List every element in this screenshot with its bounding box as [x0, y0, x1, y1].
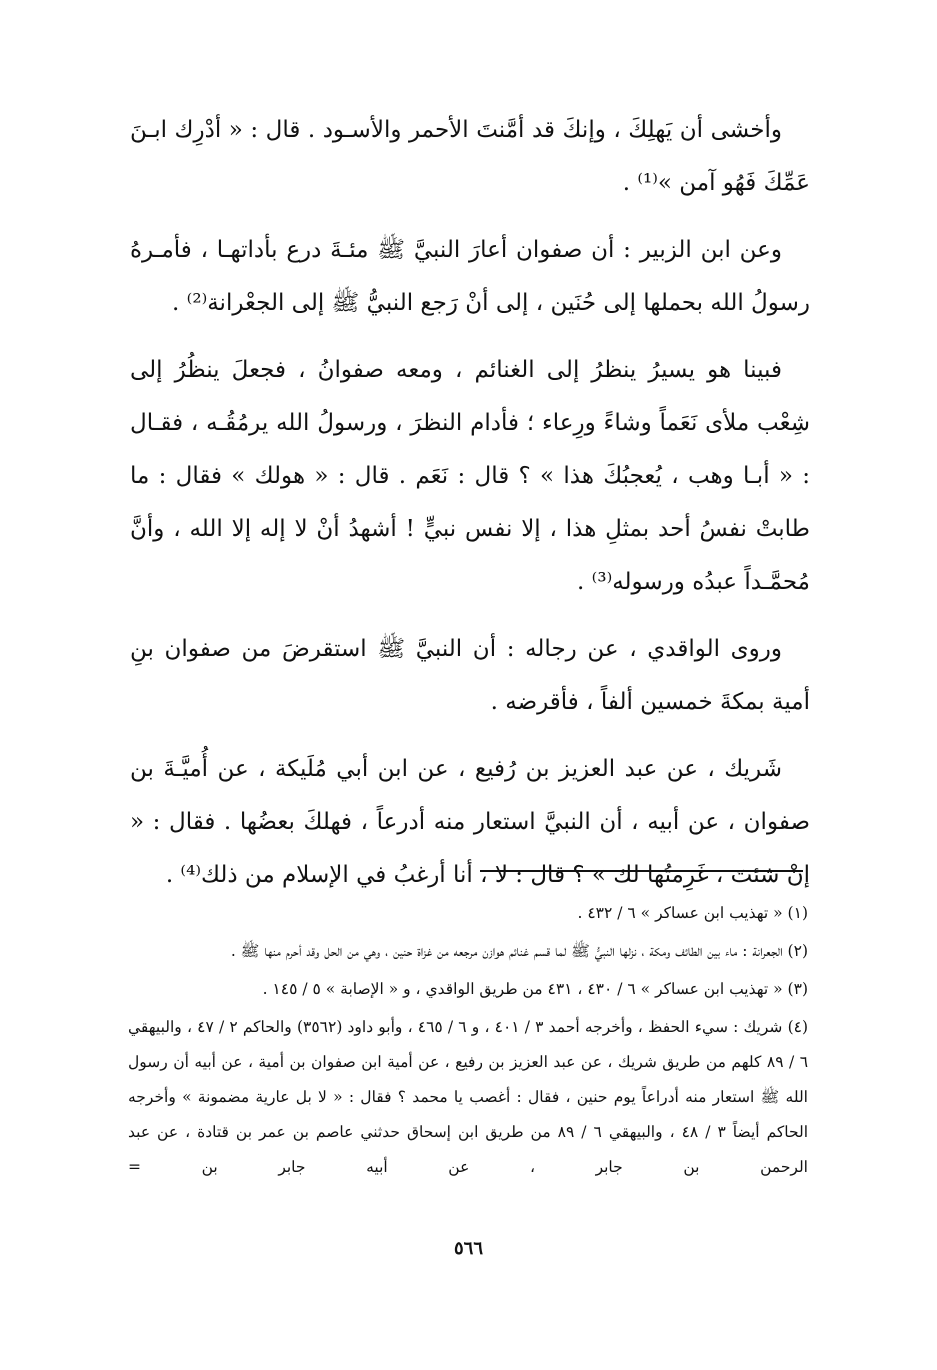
- paragraph-4: وروى الواقدي ، عن رجاله : أن النبيَّ ﷺ استقرضَ من صفوان بنِ أمية بمكةَ خمسين ألفاً ، فأقرضه .: [130, 636, 810, 715]
- paragraph-2: وعن ابن الزبير : أن صفوان أعارَ النبيَّ ﷺ مئـةَ درع بأداتهـا ، فأمـرهُ رسولُ الله بحملها إلى حُنَين ، إلى أنْ رَجع النبيُّ ﷺ إلى الجعْرانة⁽²⁾ .: [130, 237, 810, 316]
- paragraph-5: شَريك ، عن عبد العزيز بن رُفيع ، عن ابن أبي مُلَيكة ، عن أُميَّـةَ بن صفوان ، عن أبيه ، أن النبيَّ استعار منه أدرعاً ، فهلكَ بعضُها . فقال : « إنْ شئتَ ، غَرِمتُها لك » ؟ قال : لا ، أنا أرغبُ في الإسلام من ذلك⁽⁴⁾ .: [130, 756, 810, 888]
- footnote-1: (١) « تهذيب ابن عساكر » ٦ / ٤٣٢ .: [577, 904, 808, 922]
- main-text: [130, 104, 810, 916]
- paragraph-1: وأخشى أن يَهلِكَ ، وإنكَ قد أمَّنتَ الأحمر والأسـود . قال : « أدْرِك ابـنَ عَمِّكَ فَهُو آمن »⁽¹⁾ .: [130, 117, 810, 196]
- paragraph-3: فبينا هو يسيرُ ينظرُ إلى الغنائم ، ومعه صفوانُ ، فجعلَ ينظُرُ إلى شِعْب ملأى نَعَماً وشاءً ورِعاء ؛ فأدام النظرَ ، ورسولُ الله يرمُقُـه ، فقـال : « أبـا وهب ، يُعجبُكَ هذا » ؟ قال : نَعَم . قال : « هولك » فقال : ما طابتْ نفسُ أحد بمثلِ هذا ، إلا نفس نبيٍّ ! أشهدُ أنْ لا إله إلا الله ، وأنَّ مُحمَّـداً عبدُه ورسوله⁽³⁾ .: [130, 357, 810, 595]
- footnotes: [128, 896, 808, 1188]
- page-number: ٥٦٦: [453, 1238, 483, 1259]
- footnote-4: (٤) شريك : سيء الحفظ ، وأخرجه أحمد ٣ / ٤٠١ ، و ٦ / ٤٦٥ ، وأبو داود (٣٥٦٢) والحاكم ٢ / ٤٧ ، والبيهقي ٦ / ٨٩ كلهم من طريق شريك ، عن عبد العزيز بن رفيع ، عن أمية ابن صفوان بن أمية ، عن أبيه أن رسول الله ﷺ استعار منه أدراعاً يوم حنين ، فقال : أغصب يا محمد ؟ فقال : « لا بل عارية مضمونة » وأخرجه الحاكم أيضاً ٣ / ٤٨ ، والبيهقي ٦ / ٨٩ من طريق ابن إسحاق حدثني عاصم بن عمر بن قتادة ، عن عبد الرحمن بن جابر ، عن أبيه جابر بن =: [128, 1018, 809, 1176]
- footnote-2: (٢) الجعرانة : ماء بين الطائف ومكة ، نزلها النبيُّ ﷺ لما قسم غنائم هوازن مرجعه من غزاة حنين ، وهي من الحل وقد أحرم منها ﷺ .: [230, 942, 808, 960]
- footnote-3: (٣) « تهذيب ابن عساكر » ٦ / ٤٣٠ ، ٤٣١ من طريق الواقدي ، و « الإصابة » ٥ / ١٤٥ .: [262, 980, 808, 998]
- footnote-separator: [480, 870, 803, 872]
